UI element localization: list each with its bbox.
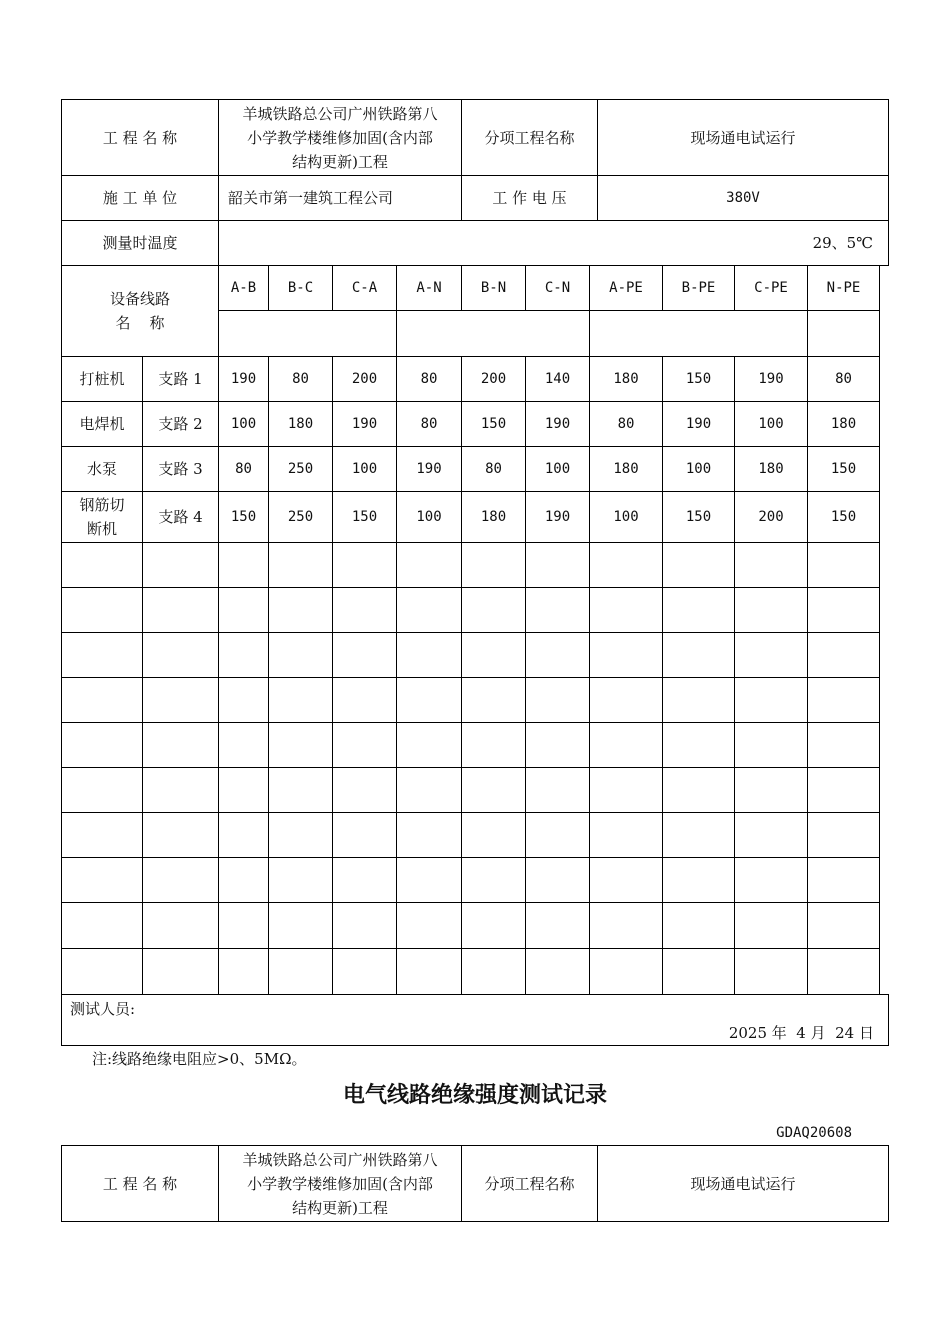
resistance-value: 180 xyxy=(480,509,507,525)
resistance-value: 150 xyxy=(830,509,857,525)
device-name: 电焊机 xyxy=(79,415,125,433)
device-name: 打桩机 xyxy=(79,370,125,388)
resistance-value: 150 xyxy=(480,416,507,432)
equipment-header xyxy=(62,266,218,356)
resistance-value: 180 xyxy=(287,416,314,432)
grid-line xyxy=(61,948,880,949)
resistance-value: 190 xyxy=(544,416,571,432)
resistance-value: 200 xyxy=(480,371,507,387)
resistance-value: 190 xyxy=(416,461,442,477)
subproject-label: 分项工程名称 xyxy=(484,128,575,147)
branch-name: 支路 4 xyxy=(158,508,203,526)
test-date: 2025 年 4 月 24 日 xyxy=(728,1024,874,1042)
form2-project-name-label: 工 程 名 称 xyxy=(102,1174,178,1193)
resistance-value: 100 xyxy=(758,416,784,432)
grid-line xyxy=(61,632,880,633)
branch-name: 支路 2 xyxy=(158,415,203,433)
grid-line xyxy=(61,857,880,858)
column-header: B-C xyxy=(287,280,314,296)
resistance-value: 190 xyxy=(758,371,784,387)
grid-line xyxy=(879,265,880,995)
grid-line xyxy=(61,722,880,723)
grid-line xyxy=(888,994,889,1046)
resistance-value: 150 xyxy=(685,371,712,387)
grid-line xyxy=(61,994,889,995)
subproject-value: 现场通电试运行 xyxy=(690,128,796,147)
column-header: B-N xyxy=(480,280,507,296)
equipment-header-line1: 设备线路 xyxy=(109,290,170,308)
grid-line xyxy=(61,542,880,543)
resistance-value: 250 xyxy=(287,461,314,477)
temperature-value: 29、5℃ xyxy=(812,234,873,252)
resistance-value: 80 xyxy=(420,371,438,387)
contractor-label: 施 工 单 位 xyxy=(102,189,178,207)
resistance-value: 100 xyxy=(544,461,571,477)
resistance-value: 190 xyxy=(351,416,378,432)
grid-line xyxy=(888,1145,889,1222)
resistance-value: 100 xyxy=(416,509,442,525)
resistance-value: 80 xyxy=(235,461,252,477)
project-name-value xyxy=(219,100,461,175)
project-name-line2: 小学教学楼维修加固(含内部 xyxy=(247,128,433,147)
equipment-header-line2: 名 称 xyxy=(115,314,165,332)
form2-project-name-line3: 结构更新)工程 xyxy=(292,1198,388,1217)
device-name-line: 钢筋切 xyxy=(79,496,125,514)
resistance-value: 80 xyxy=(485,461,502,477)
form2-subproject-label: 分项工程名称 xyxy=(484,1174,575,1193)
branch-name: 支路 3 xyxy=(158,460,203,478)
resistance-value: 180 xyxy=(758,461,784,477)
device-name: 水泵 xyxy=(86,460,117,478)
temperature-label: 测量时温度 xyxy=(102,234,178,252)
resistance-value: 190 xyxy=(230,371,257,387)
resistance-value: 80 xyxy=(292,371,309,387)
grid-line xyxy=(589,310,590,357)
resistance-value: 100 xyxy=(351,461,378,477)
resistance-value: 150 xyxy=(230,509,257,525)
voltage-label: 工 作 电 压 xyxy=(492,189,567,207)
form-title: 电气线路绝缘强度测试记录 xyxy=(342,1083,607,1108)
resistance-value: 200 xyxy=(758,509,784,525)
device-name-line: 断机 xyxy=(86,520,117,538)
grid-line xyxy=(61,587,880,588)
project-name-line1: 羊城铁路总公司广州铁路第八 xyxy=(242,104,438,123)
resistance-value: 180 xyxy=(613,461,639,477)
resistance-value: 100 xyxy=(230,416,257,432)
resistance-value: 200 xyxy=(351,371,378,387)
column-header: A-N xyxy=(416,280,442,296)
resistance-value: 250 xyxy=(287,509,314,525)
resistance-value: 140 xyxy=(544,371,571,387)
form2-project-name-line2: 小学教学楼维修加固(含内部 xyxy=(247,1174,433,1193)
grid-line xyxy=(61,902,880,903)
grid-line xyxy=(61,677,880,678)
form2-subproject-value: 现场通电试运行 xyxy=(690,1174,796,1193)
resistance-value: 100 xyxy=(685,461,712,477)
column-header: C-N xyxy=(544,280,571,296)
resistance-value: 150 xyxy=(830,461,857,477)
column-header: A-B xyxy=(230,280,257,296)
contractor-value: 韶关市第一建筑工程公司 xyxy=(228,189,394,207)
note: 注:线路绝缘电阻应>0、5MΩ。 xyxy=(92,1050,307,1068)
resistance-value: 190 xyxy=(685,416,712,432)
column-header: N-PE xyxy=(826,280,861,296)
project-name-label: 工 程 名 称 xyxy=(102,128,178,147)
grid-line xyxy=(807,310,808,357)
resistance-value: 180 xyxy=(830,416,857,432)
column-header: C-PE xyxy=(754,280,788,296)
grid-line xyxy=(888,99,889,266)
resistance-value: 80 xyxy=(617,416,635,432)
resistance-value: 150 xyxy=(351,509,378,525)
resistance-value: 190 xyxy=(544,509,571,525)
resistance-value: 80 xyxy=(835,371,852,387)
form-code: GDAQ20608 xyxy=(776,1125,852,1141)
resistance-value: 180 xyxy=(613,371,639,387)
grid-line xyxy=(396,310,397,357)
column-header: B-PE xyxy=(681,280,716,296)
tester-label: 测试人员: xyxy=(70,1000,136,1018)
device-name xyxy=(62,492,142,542)
grid-line xyxy=(61,812,880,813)
resistance-value: 80 xyxy=(420,416,438,432)
resistance-value: 100 xyxy=(613,509,639,525)
branch-name: 支路 1 xyxy=(158,370,203,388)
project-name-line3: 结构更新)工程 xyxy=(292,152,388,171)
grid-line xyxy=(61,767,880,768)
column-header: C-A xyxy=(351,280,378,296)
grid-line xyxy=(218,310,880,311)
form2-project-name-line1: 羊城铁路总公司广州铁路第八 xyxy=(242,1150,438,1169)
column-header: A-PE xyxy=(609,280,643,296)
grid-line xyxy=(61,1221,889,1222)
form2-project-name-value xyxy=(219,1146,461,1221)
resistance-value: 150 xyxy=(685,509,712,525)
voltage-value: 380V xyxy=(726,190,760,206)
